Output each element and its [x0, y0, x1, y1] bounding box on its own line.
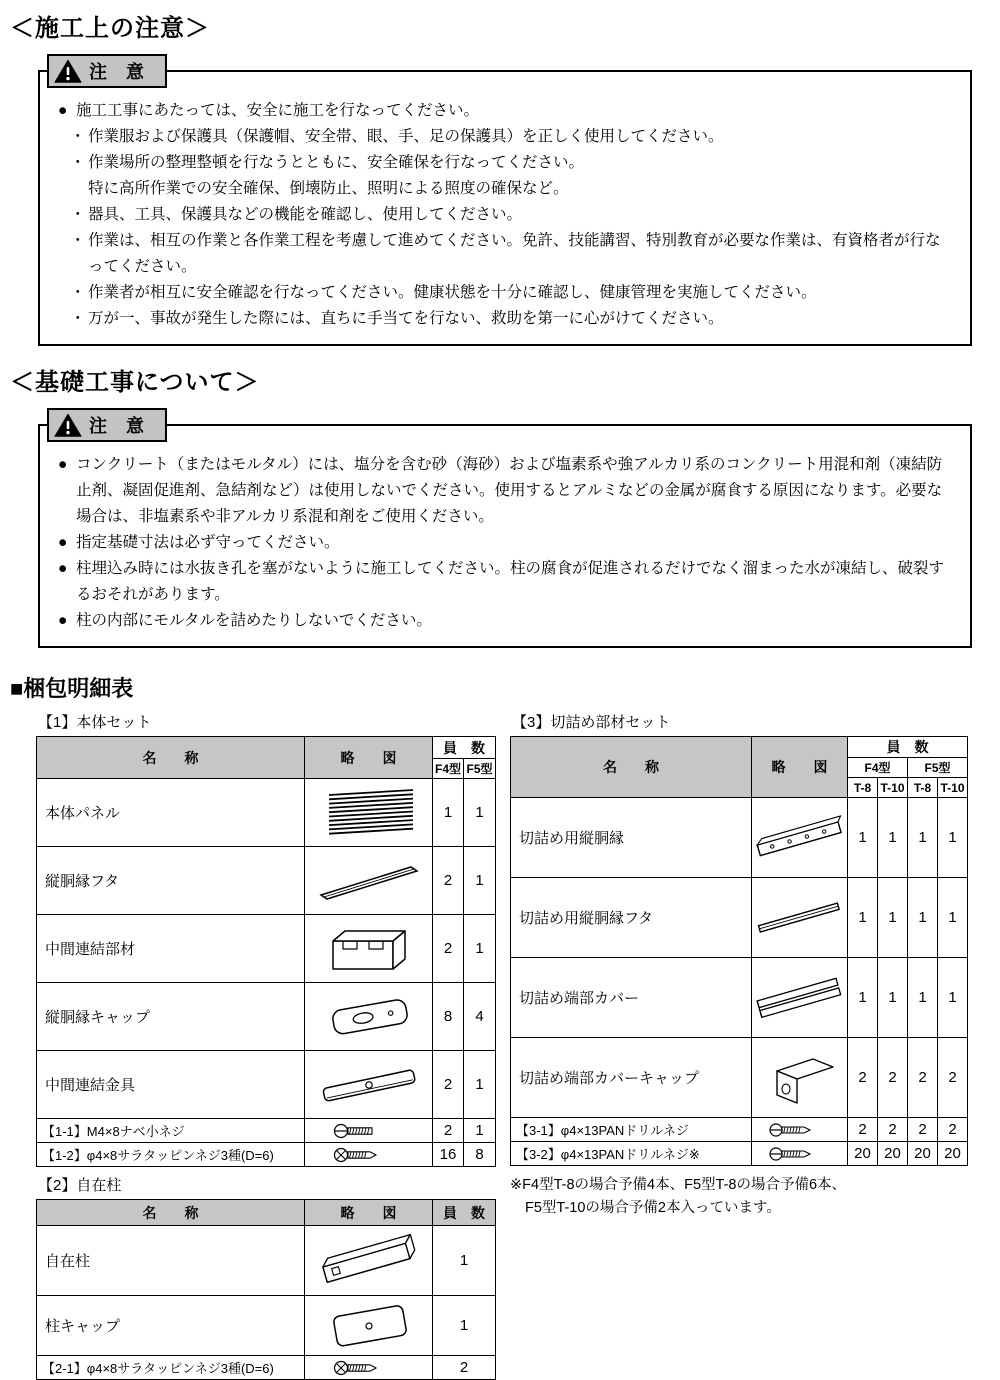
spare-parts-note [510, 1174, 967, 1220]
table-row [37, 1296, 496, 1356]
qty-f4: 2 [433, 847, 464, 915]
header-diagram: 略 図 [305, 737, 433, 779]
diagram-cell [305, 983, 433, 1051]
qty-f4-t8: 2 [848, 1118, 878, 1142]
caution-item [70, 228, 954, 280]
caution-text: 作業者が相互に安全確認を行なってください。健康状態を十分に確認し、健康管理を実施してください。 [88, 284, 817, 301]
qty-f4: 2 [433, 1119, 464, 1143]
warning-triangle-icon [54, 59, 82, 84]
cap-plate-diagram-icon [313, 993, 425, 1041]
qty-f5-t8: 1 [908, 958, 938, 1038]
table-row [37, 1356, 496, 1380]
diagram-cell [752, 958, 848, 1038]
part-name: 自在柱 [37, 1226, 305, 1296]
diagram-cell [752, 878, 848, 958]
header-qty: 員 数 [848, 737, 968, 758]
end-cover-cap-diagram-icon [755, 1047, 845, 1109]
table-row [511, 958, 968, 1038]
part-name: 縦胴縁フタ [37, 847, 305, 915]
qty-f5-t10: 1 [938, 958, 968, 1038]
diagram-cell [752, 1038, 848, 1118]
header-f5: F5型 [908, 758, 968, 778]
header-diagram: 略 図 [752, 737, 848, 798]
bullet: ・ [70, 310, 86, 327]
header-t8: T-8 [908, 778, 938, 798]
left-column [36, 711, 495, 1380]
bullet: ・ [70, 128, 86, 145]
note-line-2: F5型T-10の場合予備2本入っています。 [525, 1200, 781, 1216]
diagram-cell [305, 1226, 433, 1296]
cover-strip-diagram-icon [313, 855, 425, 907]
qty-f4: 16 [433, 1143, 464, 1167]
table-body-set [36, 736, 496, 1167]
header-f5: F5型 [464, 759, 496, 779]
flat-head-screw-icon [332, 1359, 406, 1377]
qty-f4: 2 [433, 1051, 464, 1119]
table-post-set [36, 1199, 496, 1380]
diagram-cell [305, 1296, 433, 1356]
qty-f4-t10: 1 [878, 878, 908, 958]
bullet: ● [58, 612, 68, 629]
qty-f4-t10: 2 [878, 1118, 908, 1142]
drill-screw-icon [768, 1121, 832, 1139]
warning-triangle-icon [54, 413, 82, 438]
header-qty: 員 数 [433, 1200, 496, 1226]
qty: 1 [433, 1226, 496, 1296]
qty-f4-t8: 1 [848, 798, 878, 878]
part-name: 縦胴縁キャップ [37, 983, 305, 1051]
part-name: 【1-1】M4×8ナベ小ネジ [37, 1119, 305, 1143]
panel-diagram-icon [313, 787, 425, 839]
table-row [511, 1118, 968, 1142]
diagram-cell [752, 1142, 848, 1166]
caution-text: 作業服および保護具（保護帽、安全帯、眼、手、足の保護具）を正しく使用してください。 [88, 128, 724, 145]
caution-text: 施工工事にあたっては、安全に施工を行なってください。 [76, 102, 480, 119]
diagram-cell [305, 847, 433, 915]
qty-f5-t10: 1 [938, 798, 968, 878]
bullet [70, 176, 88, 202]
qty-f4-t8: 2 [848, 1038, 878, 1118]
section-title-foundation: ＜基礎工事について＞ [10, 369, 260, 396]
drill-screw-icon [768, 1145, 832, 1163]
caution-item [58, 452, 954, 530]
right-column [510, 711, 967, 1380]
qty: 2 [433, 1356, 496, 1380]
bullet: ・ [70, 232, 86, 249]
bullet: ・ [70, 284, 86, 301]
header-t10: T-10 [878, 778, 908, 798]
joint-bracket-diagram-icon [313, 1061, 425, 1109]
table-row [37, 1119, 496, 1143]
header-name: 名 称 [37, 1200, 305, 1226]
caution-box-foundation [38, 416, 972, 648]
part-name: 柱キャップ [37, 1296, 305, 1356]
caution-text: 万が一、事故が発生した際には、直ちに手当てを行ない、救助を第一に心がけてください。 [88, 310, 724, 327]
table-row [511, 878, 968, 958]
qty-f5: 1 [464, 915, 496, 983]
qty-f4-t10: 1 [878, 798, 908, 878]
caution-box-body [38, 70, 972, 346]
qty-f4: 8 [433, 983, 464, 1051]
section-title-construction: ＜施工上の注意＞ [10, 15, 210, 42]
header-name: 名 称 [511, 737, 752, 798]
cut-rail-diagram-icon [755, 809, 845, 867]
table1-caption: 【1】本体セット [38, 714, 152, 731]
caution-item [70, 124, 954, 150]
table-row [511, 1038, 968, 1118]
header-diagram: 略 図 [305, 1200, 433, 1226]
diagram-cell [305, 779, 433, 847]
bullet: ・ [70, 206, 86, 223]
table-row [37, 1051, 496, 1119]
part-name: 切詰め端部カバー [511, 958, 752, 1038]
caution-text: 器具、工具、保護具などの機能を確認し、使用してください。 [88, 206, 523, 223]
qty-f4-t10: 2 [878, 1038, 908, 1118]
table-row [37, 1226, 496, 1296]
qty-f5-t8: 2 [908, 1118, 938, 1142]
diagram-cell [305, 1356, 433, 1380]
qty-f5: 1 [464, 1051, 496, 1119]
pan-screw-icon [332, 1122, 406, 1140]
diagram-cell [752, 798, 848, 878]
post-diagram-icon [313, 1232, 425, 1290]
bullet: ● [58, 560, 68, 577]
qty-f5-t8: 20 [908, 1142, 938, 1166]
qty-f4-t8: 1 [848, 958, 878, 1038]
part-name: 中間連結金具 [37, 1051, 305, 1119]
caution-item [58, 556, 954, 608]
header-t10: T-10 [938, 778, 968, 798]
bullet: ● [58, 102, 68, 119]
qty-f5-t10: 20 [938, 1142, 968, 1166]
qty-f4: 2 [433, 915, 464, 983]
qty-f5-t10: 1 [938, 878, 968, 958]
caution-label [47, 54, 167, 88]
qty-f4: 1 [433, 779, 464, 847]
caution-text: 柱埋込み時には水抜き孔を塞がないように施工してください。柱の腐食が促進されるだけでなく溜まった水が凍結し、破裂するおそれがあります。 [76, 560, 945, 603]
caution-text: コンクリート（またはモルタル）には、塩分を含む砂（海砂）および塩素系や強アルカリ系のコンクリート用混和剤（凍結防止剤、凝固促進剤、急結剤など）は使用しないでください。使用するとアルミなどの金属が腐食する原因になります。必要な場合は、非塩素系や非アルカリ系混和剤をご使用ください。 [76, 456, 943, 525]
qty-f5: 1 [464, 1119, 496, 1143]
part-name: 【2-1】φ4×8サラタッピンネジ3種(D=6) [37, 1356, 305, 1380]
qty-f5-t10: 2 [938, 1038, 968, 1118]
qty-f5-t10: 2 [938, 1118, 968, 1142]
part-name: 【1-2】φ4×8サラタッピンネジ3種(D=6) [37, 1143, 305, 1167]
qty-f5-t8: 2 [908, 1038, 938, 1118]
qty: 1 [433, 1296, 496, 1356]
qty-f5: 1 [464, 847, 496, 915]
caution-item [58, 608, 954, 634]
flat-head-screw-icon [332, 1146, 406, 1164]
part-name: 中間連結部材 [37, 915, 305, 983]
bullet: ・ [70, 154, 86, 171]
qty-f4-t8: 20 [848, 1142, 878, 1166]
bullet: ● [58, 456, 68, 473]
bullet: ● [58, 534, 68, 551]
table-row [37, 779, 496, 847]
diagram-cell [305, 1119, 433, 1143]
caution-text: 作業は、相互の作業と各作業工程を考慮して進めてください。免許、技能講習、特別教育が必要な作業は、有資格者が行なってください。 [88, 232, 941, 275]
header-name: 名 称 [37, 737, 305, 779]
table-row [37, 1143, 496, 1167]
table-row [37, 847, 496, 915]
diagram-cell [305, 915, 433, 983]
note-line-1: ※F4型T-8の場合予備4本、F5型T-8の場合予備6本、 [510, 1177, 847, 1193]
header-f4: F4型 [433, 759, 464, 779]
packing-tables [36, 711, 974, 1380]
caution-item [70, 280, 954, 306]
qty-f5: 1 [464, 779, 496, 847]
caution-label-text: 注 意 [89, 416, 152, 436]
table-row [511, 1142, 968, 1166]
header-t8: T-8 [848, 778, 878, 798]
caution-item [58, 98, 954, 124]
caution-item [70, 306, 954, 332]
qty-f4-t10: 20 [878, 1142, 908, 1166]
caution-item [70, 176, 954, 202]
caution-text: 特に高所作業での安全確保、倒壊防止、照明による照度の確保など。 [88, 180, 569, 197]
diagram-cell [305, 1143, 433, 1167]
part-name: 【3-2】φ4×13PANドリルネジ※ [511, 1142, 752, 1166]
part-name: 切詰め端部カバーキャップ [511, 1038, 752, 1118]
part-name: 本体パネル [37, 779, 305, 847]
cut-rail-cover-diagram-icon [755, 889, 845, 947]
caution-item [70, 150, 954, 176]
qty-f5-t8: 1 [908, 878, 938, 958]
part-name: 【3-1】φ4×13PANドリルネジ [511, 1118, 752, 1142]
channel-joint-diagram-icon [313, 921, 425, 977]
caution-text: 柱の内部にモルタルを詰めたりしないでください。 [76, 612, 432, 629]
post-cap-diagram-icon [313, 1301, 425, 1351]
header-f4: F4型 [848, 758, 908, 778]
caution-label [47, 408, 167, 442]
caution-text: 指定基礎寸法は必ず守ってください。 [76, 534, 340, 551]
caution-item [58, 530, 954, 556]
table-cut-set [510, 736, 968, 1166]
part-name: 切詰め用縦胴縁フタ [511, 878, 752, 958]
qty-f5: 8 [464, 1143, 496, 1167]
qty-f4-t8: 1 [848, 878, 878, 958]
table-row [37, 983, 496, 1051]
qty-f5: 4 [464, 983, 496, 1051]
qty-f4-t10: 1 [878, 958, 908, 1038]
table-row [37, 915, 496, 983]
end-cover-diagram-icon [755, 969, 845, 1027]
caution-box-body [38, 424, 972, 648]
caution-box-construction [38, 62, 972, 346]
diagram-cell [305, 1051, 433, 1119]
packing-list-title: ■梱包明細表 [10, 676, 134, 701]
table-row [511, 798, 968, 878]
caution-text: 作業場所の整理整頓を行なうとともに、安全確保を行なってください。 [88, 154, 585, 171]
part-name: 切詰め用縦胴縁 [511, 798, 752, 878]
caution-item [70, 202, 954, 228]
caution-label-text: 注 意 [89, 62, 152, 82]
header-qty: 員 数 [433, 737, 496, 759]
qty-f5-t8: 1 [908, 798, 938, 878]
diagram-cell [752, 1118, 848, 1142]
table3-caption: 【3】切詰め部材セット [512, 714, 671, 731]
table2-caption: 【2】自在柱 [38, 1177, 122, 1194]
